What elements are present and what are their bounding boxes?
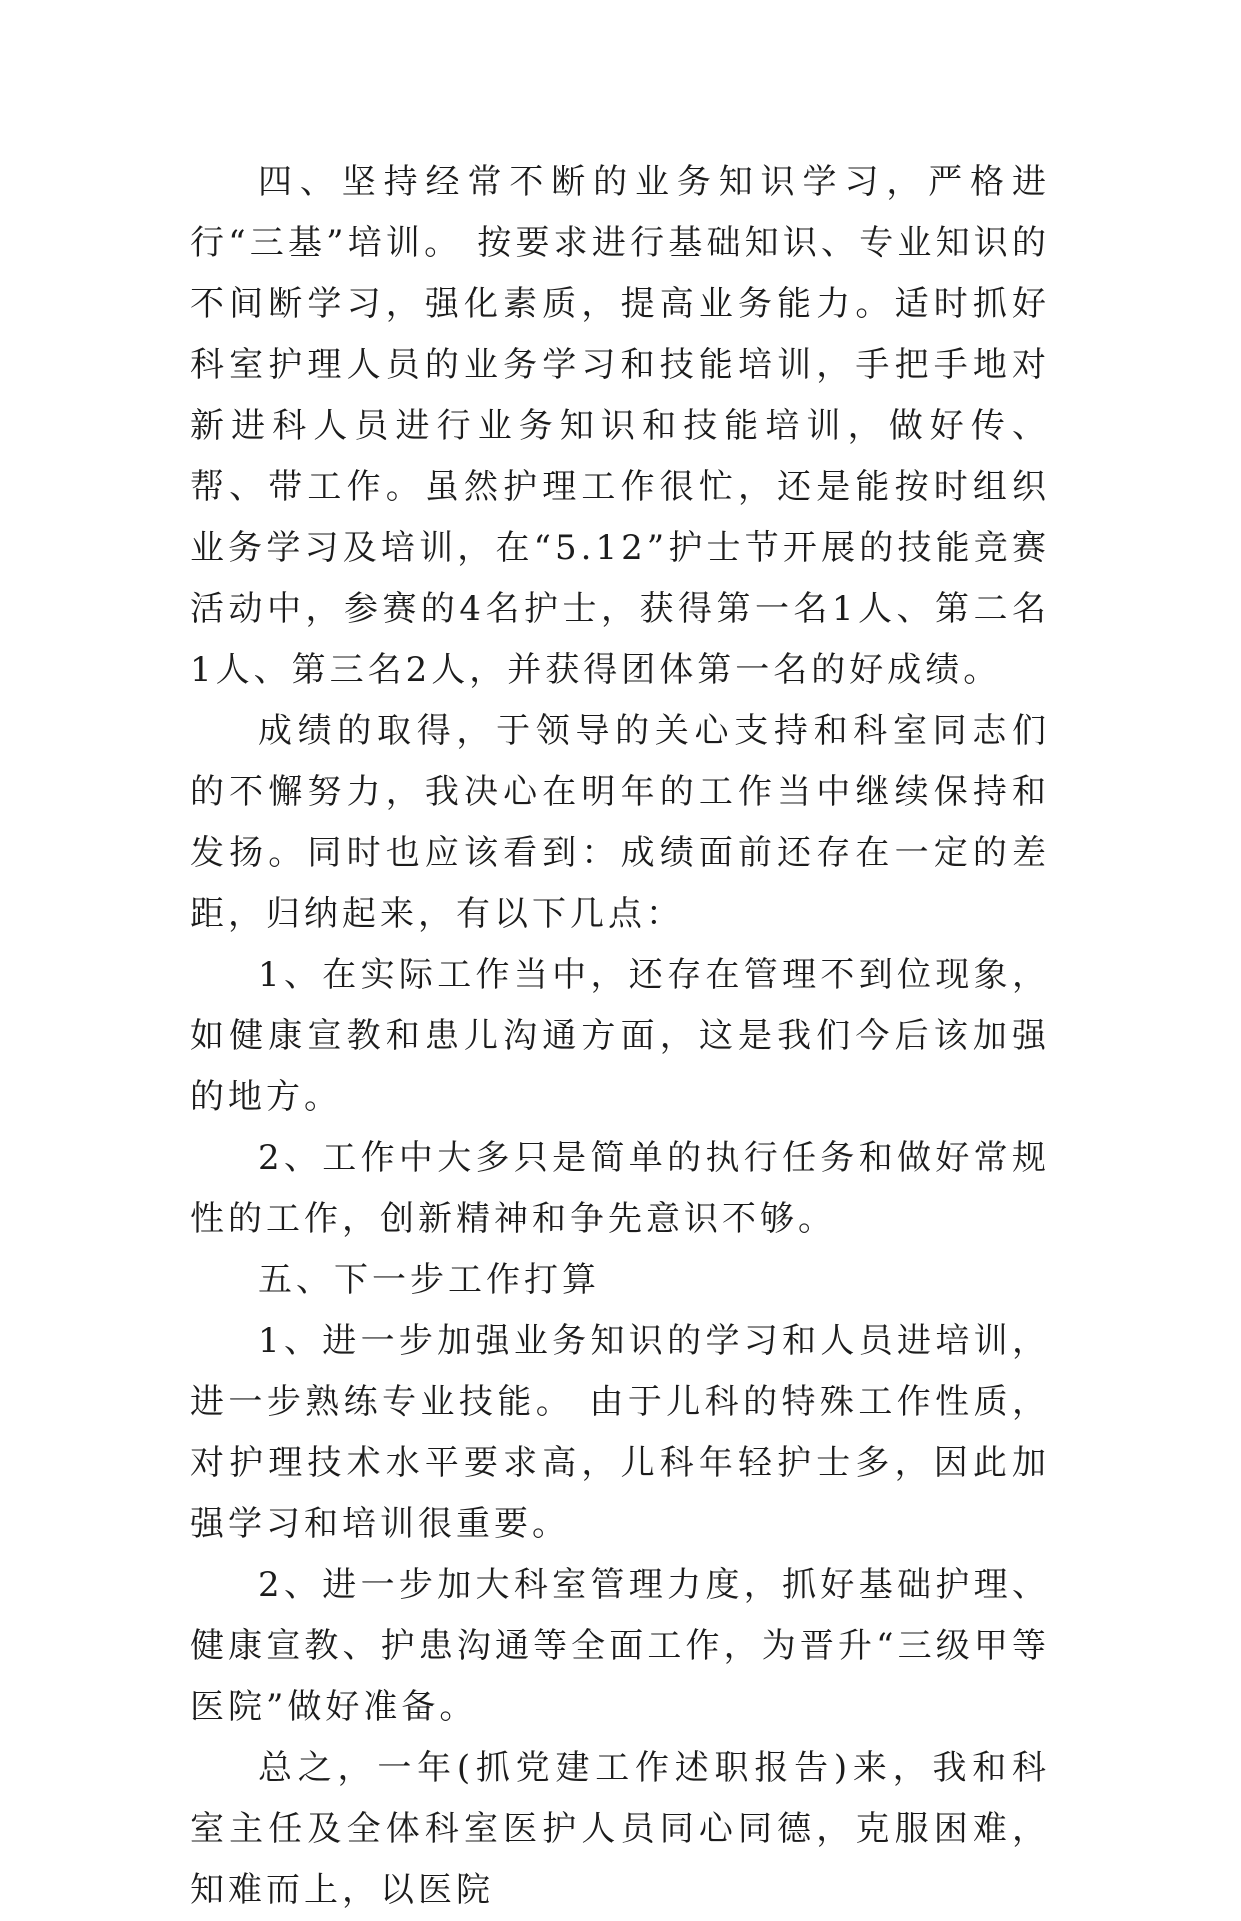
paragraph-achievements: 成绩的取得，于领导的关心支持和科室同志们的不懈努力，我决心在明年的工作当中继续保持和发扬。同时也应该看到：成绩面前还存在一定的差距，归纳起来，有以下几点： [190,711,1050,934]
paragraph-plan-2: 2、进一步加大科室管理力度，抓好基础护理、健康宣教、护患沟通等全面工作，为晋升“三级甲等医院”做好准备。 [190,1565,1050,1727]
paragraph-training: 四、坚持经常不断的业务知识学习，严格进行“三基”培训。 按要求进行基础知识、专业知识的不间断学习，强化素质，提高业务能力。适时抓好科室护理人员的业务学习和技能培训，手把手地对新进科人员进行业务知识和技能培训，做好传、帮、带工作。虽然护理工作很忙，还是能按时组织业务学习及培训，在“5.12”护士节开展的技能竞赛活动中，参赛的4名护士，获得第一名1人、第二名1人、第三名2人，并获得团体第一名的好成绩。 [190,162,1050,690]
paragraph-shortcoming-1: 1、在实际工作当中，还存在管理不到位现象，如健康宣教和患儿沟通方面，这是我们今后该加强的地方。 [190,955,1050,1117]
paragraph-summary: 总之，一年(抓党建工作述职报告)来，我和科室主任及全体科室医护人员同心同德，克服困难，知难而上，以医院 [190,1748,1050,1910]
section-heading-next-steps: 五、下一步工作打算 [258,1260,600,1300]
paragraph-plan-1: 1、进一步加强业务知识的学习和人员进培训，进一步熟练专业技能。 由于儿科的特殊工作性质，对护理技术水平要求高，儿科年轻护士多，因此加强学习和培训很重要。 [190,1321,1050,1544]
paragraph-shortcoming-2: 2、工作中大多只是简单的执行任务和做好常规性的工作，创新精神和争先意识不够。 [190,1138,1050,1239]
document-body [190,152,1050,1921]
